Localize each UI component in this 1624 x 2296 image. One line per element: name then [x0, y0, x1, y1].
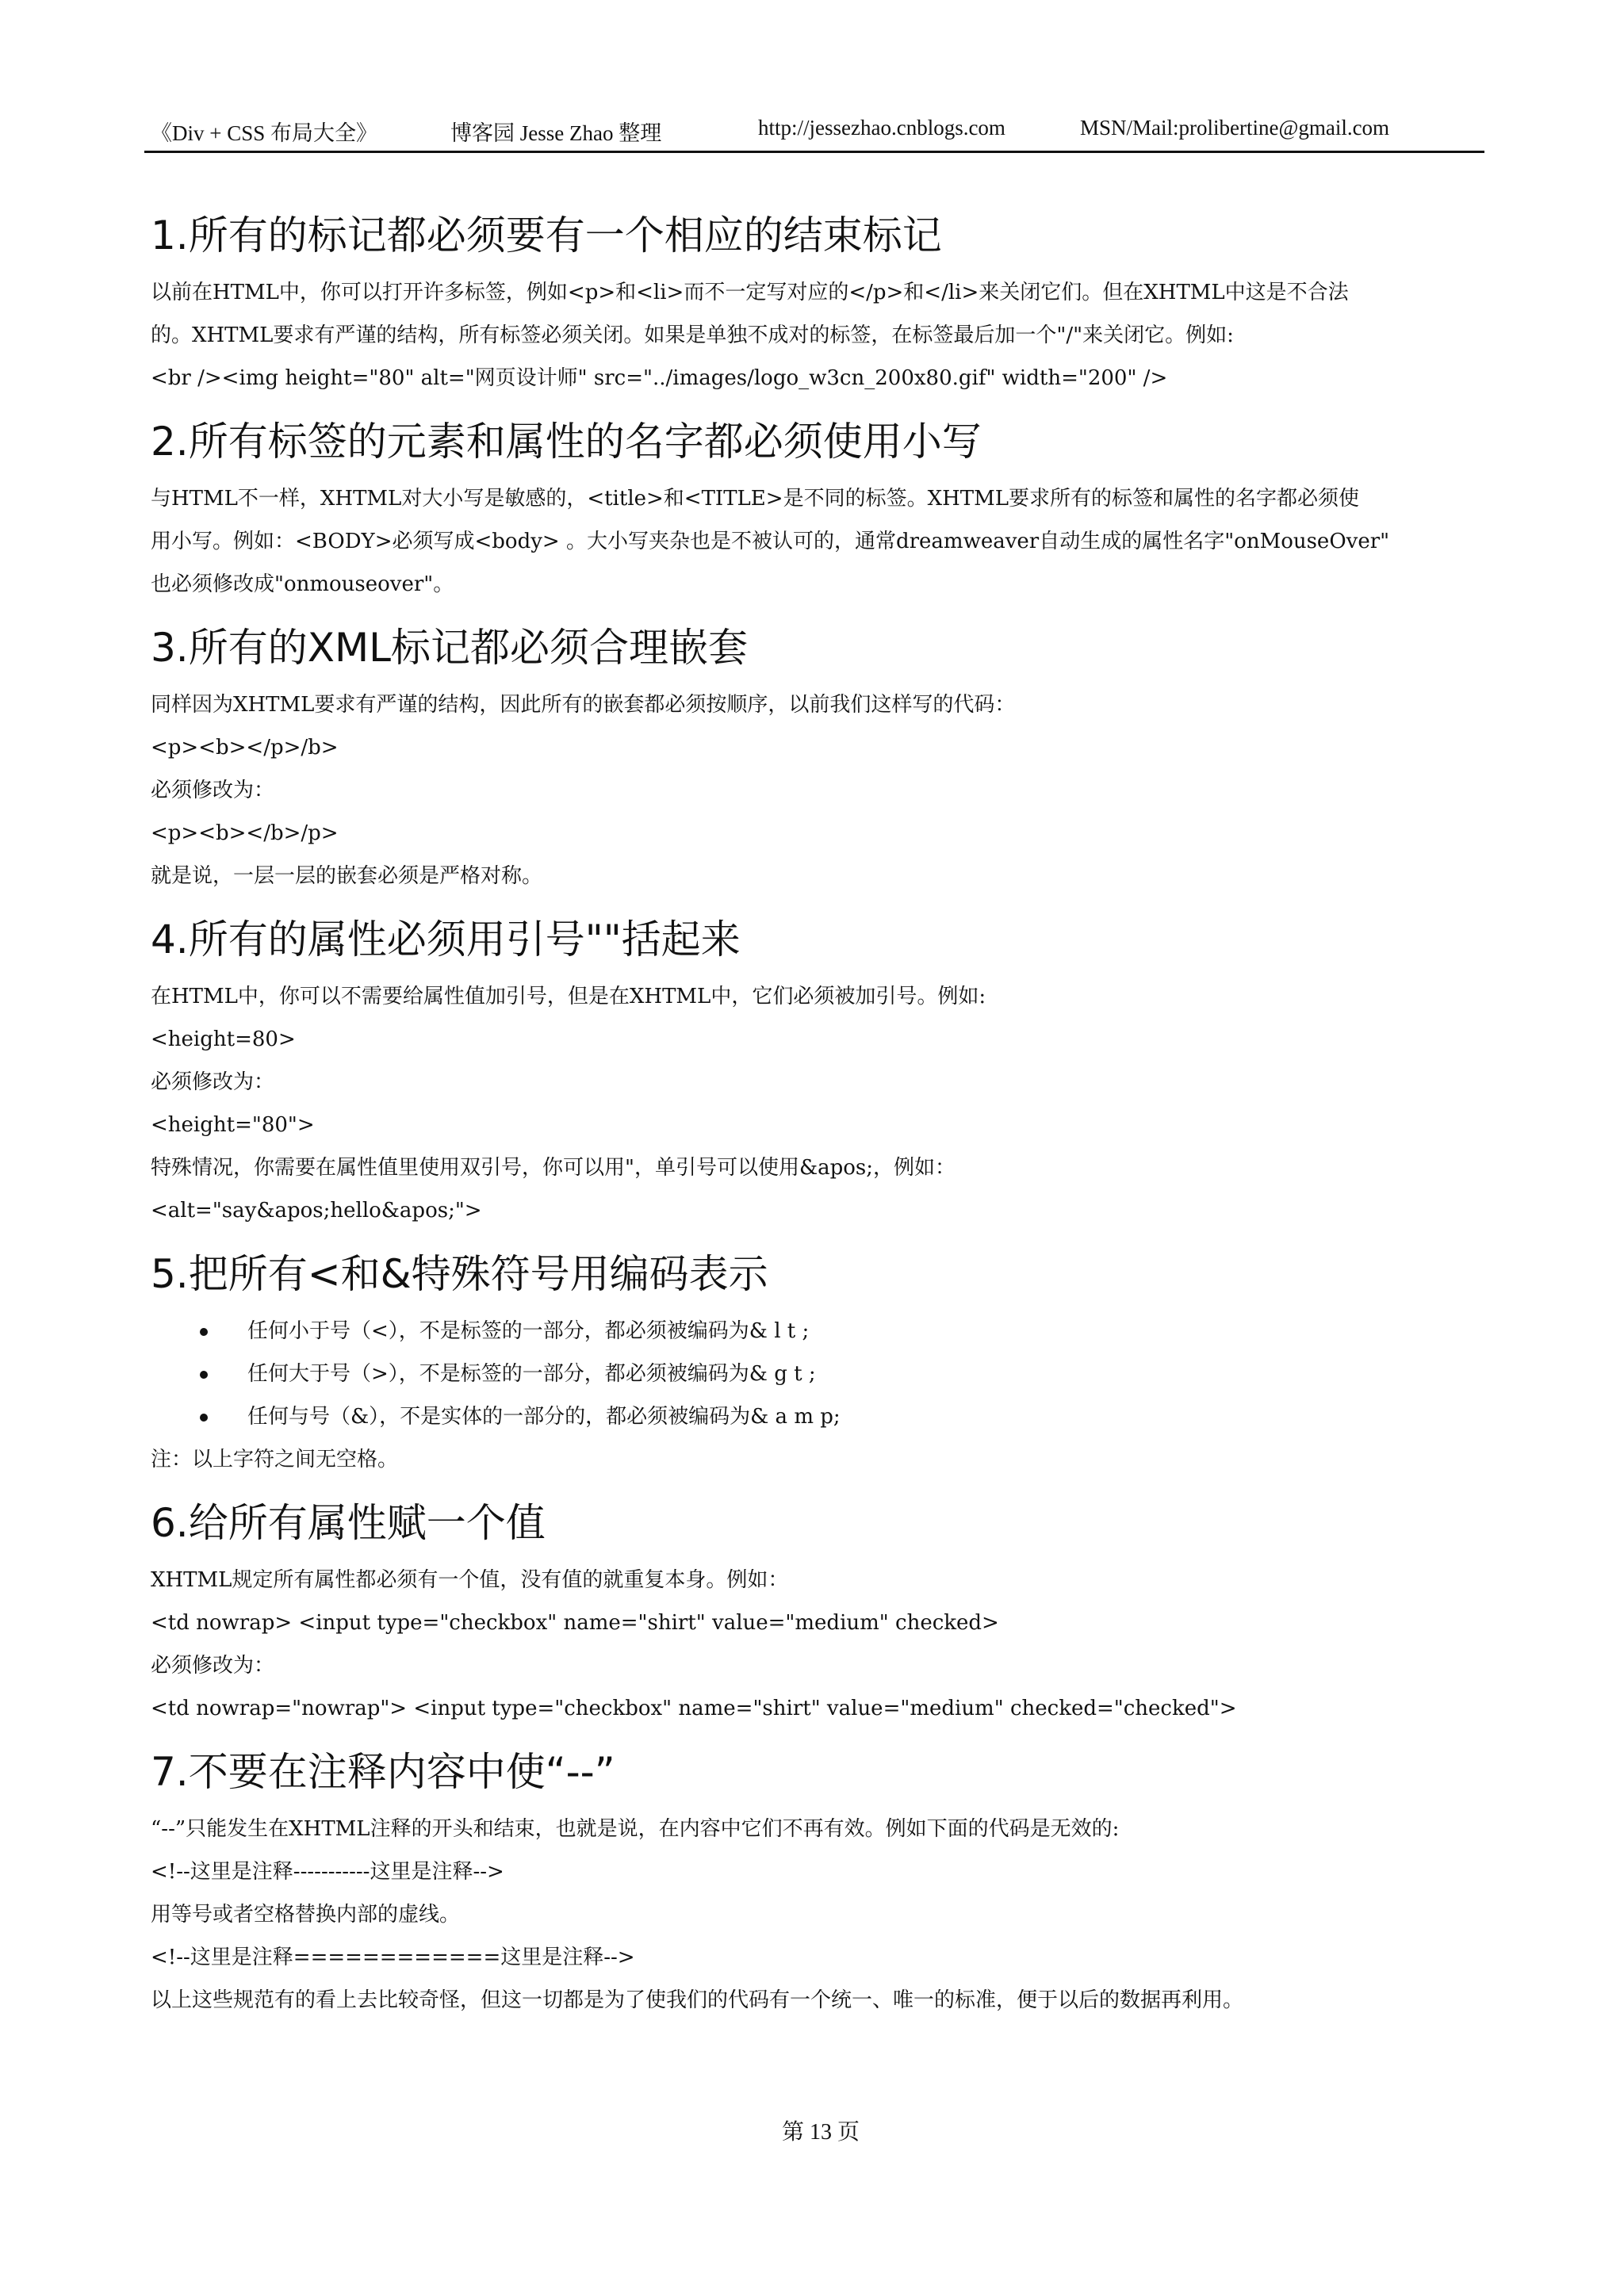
- header-contact: MSN/Mail:prolibertine@gmail.com: [1080, 116, 1390, 140]
- body-text-line: 特殊情况，你需要在属性值里使用双引号，你可以用"，单引号可以使用&apos;，例如：: [151, 1156, 956, 1180]
- bullet-dot-icon: [200, 1414, 208, 1422]
- section-heading: 4.所有的属性必须用引号""括起来: [151, 916, 741, 962]
- page-number: 第 13 页: [781, 2120, 860, 2145]
- body-text-line: <br /><img height="80" alt="网页设计师" src="../images/logo_w3cn_200x80.gif" width="200" />: [151, 366, 1168, 390]
- section-heading: 6.给所有属性赋一个值: [151, 1500, 546, 1546]
- bullet-dot-icon: [200, 1371, 208, 1379]
- section-7: [151, 1744, 1491, 2022]
- body-text-line: <height="80">: [151, 1113, 315, 1137]
- body-text-line: 的。XHTML要求有严谨的结构，所有标签必须关闭。如果是单独不成对的标签，在标签最后加一个"/"来关闭它。例如:: [151, 323, 1234, 347]
- body-text-line: <!--这里是注释============这里是注释-->: [151, 1946, 635, 1969]
- body-text-line: 在HTML中，你可以不需要给属性值加引号，但是在XHTML中，它们必须被加引号。例如:: [151, 985, 986, 1008]
- section-heading: 3.所有的XML标记都必须合理嵌套: [151, 625, 748, 671]
- document-body: [151, 208, 1491, 2036]
- body-text-line: 注：以上字符之间无空格。: [151, 1448, 399, 1471]
- body-text-line: 用等号或者空格替换内部的虚线。: [151, 1903, 461, 1927]
- section-6: [151, 1495, 1491, 1730]
- body-text-line: <p><b></p>/b>: [151, 736, 339, 760]
- bullet-list: [151, 1310, 1491, 1438]
- body-text-line: 就是说，一层一层的嵌套必须是严格对称。: [151, 864, 543, 888]
- body-text-line: 同样因为XHTML要求有严谨的结构，因此所有的嵌套都必须按顺序，以前我们这样写的代码：: [151, 693, 1016, 717]
- bullet-text: 任何大于号（>），不是标签的一部分，都必须被编码为& g t ;: [247, 1362, 816, 1386]
- body-text-line: 必须修改为：: [151, 1654, 275, 1678]
- section-1: [151, 208, 1491, 400]
- body-text-line: <td nowrap> <input type="checkbox" name="shirt" value="medium" checked>: [151, 1611, 999, 1635]
- header-book-title: 《Div + CSS 布局大全》: [151, 121, 378, 145]
- bullet-dot-icon: [200, 1328, 208, 1336]
- header-author: 博客园 Jesse Zhao 整理: [450, 121, 662, 145]
- body-text-line: 必须修改为：: [151, 779, 275, 802]
- section-3: [151, 620, 1491, 897]
- header-divider: [144, 151, 1484, 153]
- bullet-item: [151, 1395, 1491, 1438]
- section-heading: 1.所有的标记都必须要有一个相应的结束标记: [151, 212, 942, 258]
- section-heading: 5.把所有<和&特殊符号用编码表示: [151, 1251, 768, 1297]
- body-text-line: <alt="say&apos;hello&apos;">: [151, 1199, 482, 1223]
- bullet-item: [151, 1310, 1491, 1353]
- bullet-text: 任何小于号（<），不是标签的一部分，都必须被编码为& l t ;: [247, 1319, 810, 1343]
- body-text-line: <td nowrap="nowrap"> <input type="checkbox" name="shirt" value="medium" checked="checked">: [151, 1697, 1237, 1720]
- body-text-line: 也必须修改成"onmouseover"。: [151, 572, 454, 596]
- body-text-line: XHTML规定所有属性都必须有一个值，没有值的就重复本身。例如：: [151, 1568, 789, 1592]
- section-heading: 2.所有标签的元素和属性的名字都必须使用小写: [151, 419, 982, 465]
- body-text-line: 与HTML不一样，XHTML对大小写是敏感的，<title>和<TITLE>是不同的标签。XHTML要求所有的标签和属性的名字都必须使: [151, 487, 1359, 511]
- section-heading: 7.不要在注释内容中使“--”: [151, 1749, 615, 1795]
- body-text-line: 必须修改为：: [151, 1070, 275, 1094]
- section-5: [151, 1246, 1491, 1481]
- body-text-line: 用小写。例如：<BODY>必须写成<body> 。大小写夹杂也是不被认可的，通常dreamweaver自动生成的属性名字"onMouseOver": [151, 530, 1390, 553]
- bullet-text: 任何与号（&），不是实体的一部分的，都必须被编码为& a m p;: [247, 1405, 841, 1429]
- bullet-item: [151, 1353, 1491, 1395]
- section-4: [151, 912, 1491, 1232]
- body-text-line: <height=80>: [151, 1027, 296, 1051]
- body-text-line: <!--这里是注释-----------这里是注释-->: [151, 1860, 504, 1884]
- body-text-line: “--”只能发生在XHTML注释的开头和结束，也就是说，在内容中它们不再有效。例如下面的代码是无效的:: [151, 1817, 1120, 1841]
- section-2: [151, 414, 1491, 606]
- header-url[interactable]: http://jessezhao.cnblogs.com: [758, 116, 1005, 140]
- body-text-line: 以前在HTML中，你可以打开许多标签，例如<p>和<li>而不一定写对应的</p>和</li>来关闭它们。但在XHTML中这是不合法: [151, 281, 1349, 304]
- body-text-line: <p><b></b>/p>: [151, 821, 339, 845]
- body-text-line: 以上这些规范有的看上去比较奇怪，但这一切都是为了使我们的代码有一个统一、唯一的标准，便于以后的数据再利用。: [151, 1988, 1244, 2012]
